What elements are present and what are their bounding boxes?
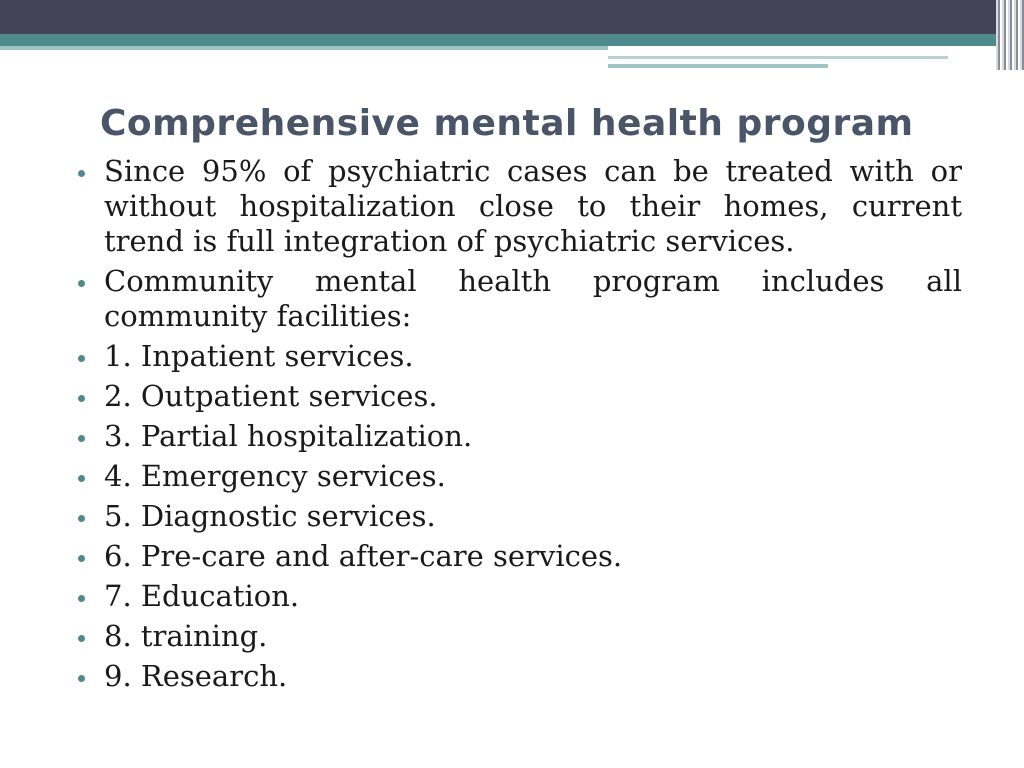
header-band-light — [0, 46, 608, 50]
bullet-item — [78, 264, 962, 334]
bullet-dot-icon — [78, 395, 85, 402]
bullet-text: 4. Emergency services. — [104, 459, 446, 493]
bullet-item — [78, 659, 962, 694]
header-band-teal — [0, 34, 1024, 46]
bullet-item — [78, 459, 962, 494]
header-band-dark — [0, 0, 1024, 34]
bullet-item — [78, 539, 962, 574]
bullet-text: Community mental health program includes all community facilities: — [104, 264, 962, 333]
bullet-list — [78, 154, 962, 699]
bullet-text: 5. Diagnostic services. — [104, 499, 436, 533]
bullet-text: 9. Research. — [104, 659, 288, 693]
bullet-item — [78, 499, 962, 534]
bullet-dot-icon — [78, 355, 85, 362]
bullet-text: 2. Outpatient services. — [104, 379, 438, 413]
slide-title: Comprehensive mental health program — [100, 103, 914, 144]
bullet-dot-icon — [78, 280, 85, 287]
bullet-text: Since 95% of psychiatric cases can be treated with or without hospitalization close to their homes, current trend is full integration of psychiatric services. — [104, 154, 962, 258]
bullet-item — [78, 154, 962, 259]
bullet-item — [78, 339, 962, 374]
bullet-dot-icon — [78, 515, 85, 522]
bullet-dot-icon — [78, 555, 85, 562]
header-line-decoration — [608, 64, 828, 68]
bullet-text: 6. Pre-care and after-care services. — [104, 539, 623, 573]
bullet-item — [78, 379, 962, 414]
bullet-dot-icon — [78, 595, 85, 602]
bullet-dot-icon — [78, 635, 85, 642]
bullet-text: 7. Education. — [104, 579, 300, 613]
bullet-dot-icon — [78, 170, 85, 177]
bullet-item — [78, 579, 962, 614]
bullet-dot-icon — [78, 475, 85, 482]
bullet-item — [78, 619, 962, 654]
header-line-decoration — [608, 56, 948, 59]
corner-stripes-decoration — [996, 0, 1024, 70]
bullet-item — [78, 419, 962, 454]
bullet-text: 3. Partial hospitalization. — [104, 419, 473, 453]
bullet-text: 8. training. — [104, 619, 268, 653]
bullet-text: 1. Inpatient services. — [104, 339, 414, 373]
bullet-dot-icon — [78, 675, 85, 682]
bullet-dot-icon — [78, 435, 85, 442]
